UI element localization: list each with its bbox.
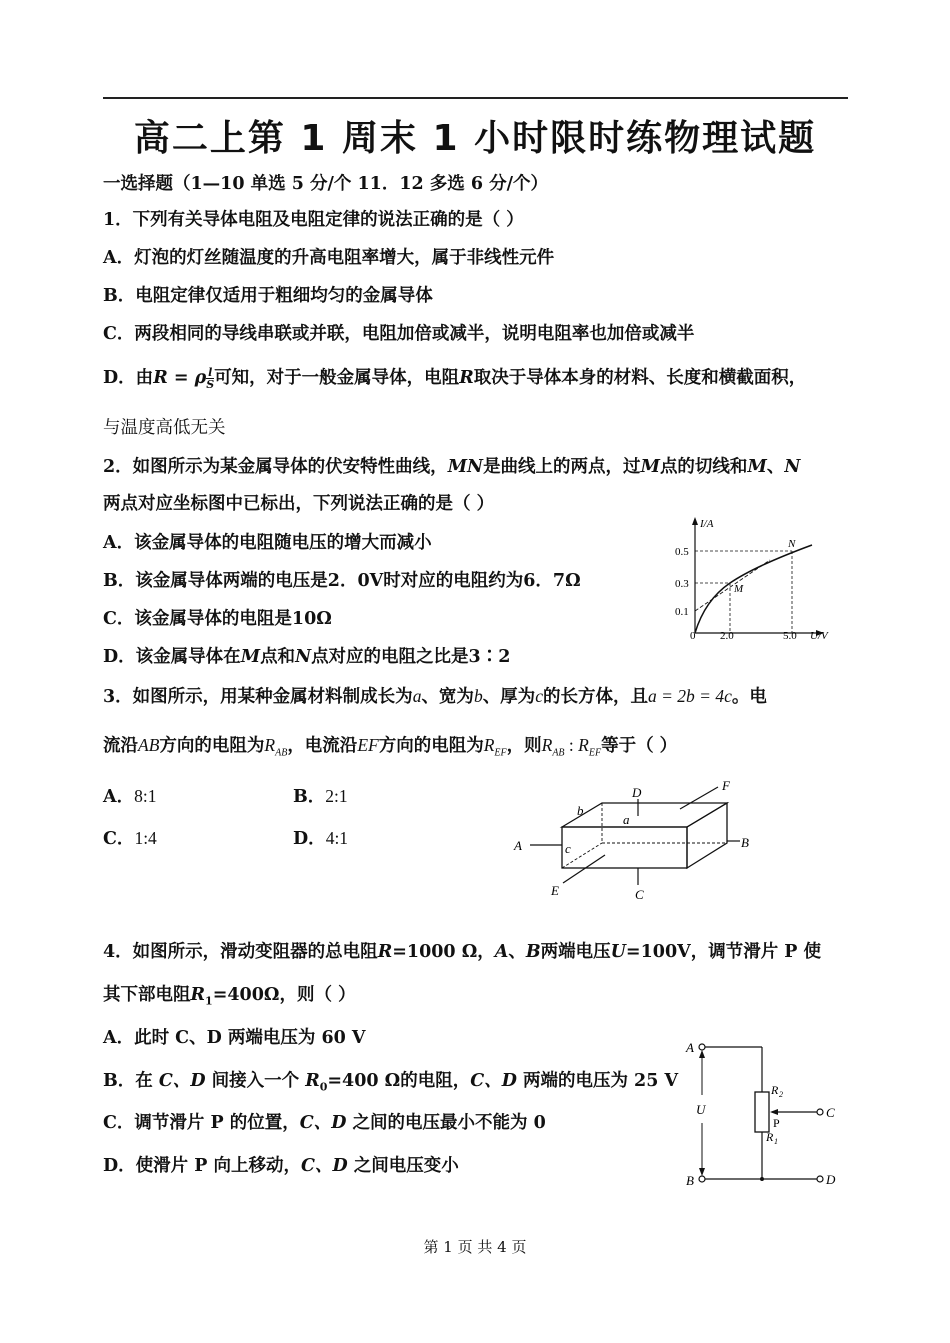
circuit-label-b: B — [686, 1173, 694, 1188]
graph-x-tick-5: 5.0 — [783, 630, 797, 642]
q4-d2: 之间电压变小 — [347, 1156, 459, 1176]
box-label-f: F — [722, 778, 730, 793]
q1-d-prefix: D．由 — [103, 368, 154, 388]
graph-y-label: I/A — [700, 518, 714, 530]
q2-option-a: A．该金属导体的电阻随电压的增大而减小 — [103, 533, 432, 553]
q3-ref-sub: EF — [494, 747, 507, 759]
q2-option-b: B．该金属导体两端的电压是2．0V时对应的电阻约为6．7Ω — [103, 571, 581, 591]
q1-option-b: B．电阻定律仅适用于粗细均匀的金属导体 — [103, 286, 433, 306]
graph-x-label: U/V — [810, 630, 828, 642]
q3-s2e: ，则 — [506, 736, 542, 756]
graph-x-tick-0: 0 — [690, 630, 696, 642]
q4-b-cd: C、D — [158, 1071, 206, 1091]
q4-b-cd2: C、D — [470, 1071, 517, 1091]
q3-stem-line2 — [103, 732, 677, 759]
box-label-c: C — [635, 887, 644, 902]
q2-dn: N — [295, 647, 312, 667]
q2-s1e: 点的切线和 — [659, 457, 748, 477]
graph-y-tick-01: 0.1 — [675, 606, 689, 618]
circuit-label-p: P — [773, 1116, 780, 1130]
circuit-label-r1: R — [766, 1130, 774, 1144]
q2-s1d: M — [640, 457, 660, 477]
q4-option-d — [103, 1152, 459, 1177]
q4-u: U — [610, 942, 626, 962]
q3-var-a: a — [412, 686, 422, 706]
q3-var-b: b — [473, 686, 483, 706]
q1-formula-eq: = ρ — [167, 368, 207, 388]
q3-s2a: 流沿 — [103, 736, 138, 756]
q1-frac-den: S — [206, 378, 215, 391]
q4-b: B — [525, 942, 541, 962]
q4-c2: 之间的电压最小不能为 0 — [346, 1113, 546, 1133]
q3-ratio-r1: R — [541, 735, 553, 755]
box-label-a: A — [514, 838, 522, 853]
q2-option-d — [103, 643, 510, 668]
graph-x-tick-2: 2.0 — [720, 630, 734, 642]
q3-a-value: 8:1 — [134, 786, 157, 806]
q2-stem-line2: 两点对应坐标图中已标出，下列说法正确的是（ ） — [103, 494, 495, 514]
q3-ref: R — [483, 735, 495, 755]
box-label-a-len: a — [623, 812, 630, 827]
q4-s1a: 4．如图所示，滑动变阻器的总电阻 — [103, 942, 378, 962]
q3-ef: EF — [357, 735, 379, 755]
q3-s1e: 。电 — [731, 687, 767, 707]
q2-s1b: MN — [447, 457, 484, 477]
q4-b-r0-sub: 0 — [319, 1080, 328, 1094]
graph-y-tick-03: 0.3 — [675, 578, 689, 590]
q4-s2b: =400Ω，则（ ） — [212, 985, 356, 1005]
q3-s2f: 等于（ ） — [601, 736, 678, 756]
q3-option-c — [103, 825, 157, 850]
q3-s1d: 的长方体，且 — [542, 687, 648, 707]
q2-d3: 点对应的电阻之比是3∶2 — [311, 647, 511, 667]
q1-frac-num: l — [208, 366, 213, 379]
q2-option-c: C．该金属导体的电阻是10Ω — [103, 609, 332, 629]
q1-d-suffix-1: 可知，对于一般金属导体，电阻 — [214, 368, 460, 388]
section-header: 一选择题（1—10 单选 5 分/个 11．12 多选 6 分/个） — [103, 174, 549, 194]
q4-option-a: A．此时 C、D 两端电压为 60 V — [103, 1028, 366, 1048]
q4-b1: B．在 — [103, 1071, 159, 1091]
q1-option-d-line2: 与温度高低无关 — [103, 418, 226, 438]
q2-s1h: N — [784, 457, 801, 477]
q1-stem: 1．下列有关导体电阻及电阻定律的说法正确的是（ ） — [103, 210, 524, 230]
graph-y-tick-05: 0.5 — [675, 546, 689, 558]
q4-b3: =400 Ω的电阻， — [327, 1071, 471, 1091]
q4-r1-sub: 1 — [205, 994, 213, 1008]
q4-b2: 间接入一个 — [205, 1071, 306, 1091]
q3-ratio-r2: R — [578, 735, 589, 755]
q3-s1a: 3．如图所示，用某种金属材料制成长为 — [103, 687, 413, 707]
q4-a: A — [494, 942, 509, 962]
q3-equation: a = 2b = 4c — [647, 686, 732, 706]
q4-d-cd: C、D — [301, 1156, 348, 1176]
q1-option-d — [103, 364, 806, 390]
q3-s2c: ，电流沿 — [287, 736, 358, 756]
graph-point-m: M — [734, 583, 744, 595]
q3-c-value: 1:4 — [134, 828, 157, 848]
box-label-b: B — [741, 835, 749, 850]
box-label-c-len: c — [565, 841, 571, 856]
q2-iv-graph — [670, 515, 840, 645]
graph-point-n: N — [788, 538, 796, 550]
q4-b-r0: R — [305, 1071, 320, 1091]
circuit-label-a: A — [686, 1040, 694, 1055]
q3-var-c: c — [535, 686, 543, 706]
page-footer: 第 1 页 共 4 页 — [423, 1238, 527, 1256]
box-label-b-len: b — [577, 803, 584, 818]
q4-r1: R — [190, 985, 206, 1005]
q3-option-b — [293, 783, 348, 808]
q4-r: R — [377, 942, 393, 962]
q2-s1g: 、 — [766, 457, 785, 477]
q3-a-label: A． — [103, 787, 135, 807]
q2-dm: M — [240, 647, 261, 667]
q3-option-d — [293, 825, 348, 850]
q1-d-suffix-2: 取决于导体本身的材料、长度和横截面积， — [473, 368, 807, 388]
q3-box-figure — [505, 775, 775, 910]
q2-s1a: 2．如图所示为某金属导体的伏安特性曲线， — [103, 457, 448, 477]
q3-ratio-colon: : — [564, 735, 579, 755]
q4-stem-line1 — [103, 938, 821, 963]
q4-d1: D．使滑片 P 向上移动， — [103, 1156, 302, 1176]
q4-s1e: =100V，调节滑片 P 使 — [625, 942, 822, 962]
circuit-label-r2-sub: 2 — [779, 1090, 783, 1099]
circuit-label-r1-sub: 1 — [774, 1137, 778, 1146]
q3-d-label: D． — [293, 829, 326, 849]
q4-circuit-diagram — [680, 1035, 850, 1195]
q3-option-a — [103, 783, 156, 808]
header-rule — [103, 97, 848, 99]
q2-s1f: M — [747, 457, 767, 477]
q4-s1c: 、 — [508, 942, 526, 962]
q1-d-r: R — [459, 368, 474, 388]
q2-s1c: 是曲线上的两点，过 — [483, 457, 641, 477]
q3-ratio-sub2: EF — [588, 747, 602, 759]
q3-b-label: B． — [293, 787, 326, 807]
q3-c-label: C． — [103, 829, 135, 849]
q3-rab: R — [264, 735, 276, 755]
q1-option-c: C．两段相同的导线串联或并联，电阻加倍或减半，说明电阻率也加倍或减半 — [103, 324, 695, 344]
q4-option-b — [103, 1067, 678, 1094]
q3-s1b: 、宽为 — [421, 687, 474, 707]
q3-d-value: 4:1 — [325, 828, 349, 848]
q4-s1b: =1000 Ω， — [392, 942, 495, 962]
q3-s1c: 、厚为 — [482, 687, 536, 707]
circuit-label-d: D — [826, 1172, 836, 1187]
q4-c-cd: C、D — [299, 1113, 347, 1133]
q4-s1d: 两端电压 — [540, 942, 611, 962]
circuit-label-u: U — [696, 1102, 706, 1117]
q4-option-c — [103, 1109, 546, 1134]
circuit-label-c: C — [826, 1105, 835, 1120]
circuit-label-r2: R — [771, 1083, 779, 1097]
page-title: 高二上第 1 周末 1 小时限时练物理试题 — [133, 118, 817, 159]
q3-b-value: 2:1 — [325, 786, 348, 806]
q1-formula-r: R — [153, 368, 168, 388]
q2-stem-line1 — [103, 453, 800, 478]
q1-option-a: A．灯泡的灯丝随温度的升高电阻率增大，属于非线性元件 — [103, 248, 555, 268]
q4-c1: C．调节滑片 P 的位置， — [103, 1113, 300, 1133]
q4-b4: 两端的电压为 25 V — [516, 1071, 679, 1091]
q3-s2b: 方向的电阻为 — [159, 736, 265, 756]
q3-ratio-sub1: AB — [552, 747, 565, 759]
box-label-e: E — [551, 883, 559, 898]
q3-stem-line1 — [103, 683, 767, 708]
q3-rab-sub: AB — [275, 747, 288, 759]
q2-d1: D．该金属导体在 — [103, 647, 241, 667]
q2-d2: 点和 — [260, 647, 296, 667]
q4-stem-line2 — [103, 981, 356, 1008]
q4-s2a: 其下部电阻 — [103, 985, 191, 1005]
box-label-d: D — [632, 785, 642, 800]
q1-fraction — [206, 367, 214, 390]
q3-s2d: 方向的电阻为 — [378, 736, 484, 756]
q3-ab: AB — [138, 735, 160, 755]
